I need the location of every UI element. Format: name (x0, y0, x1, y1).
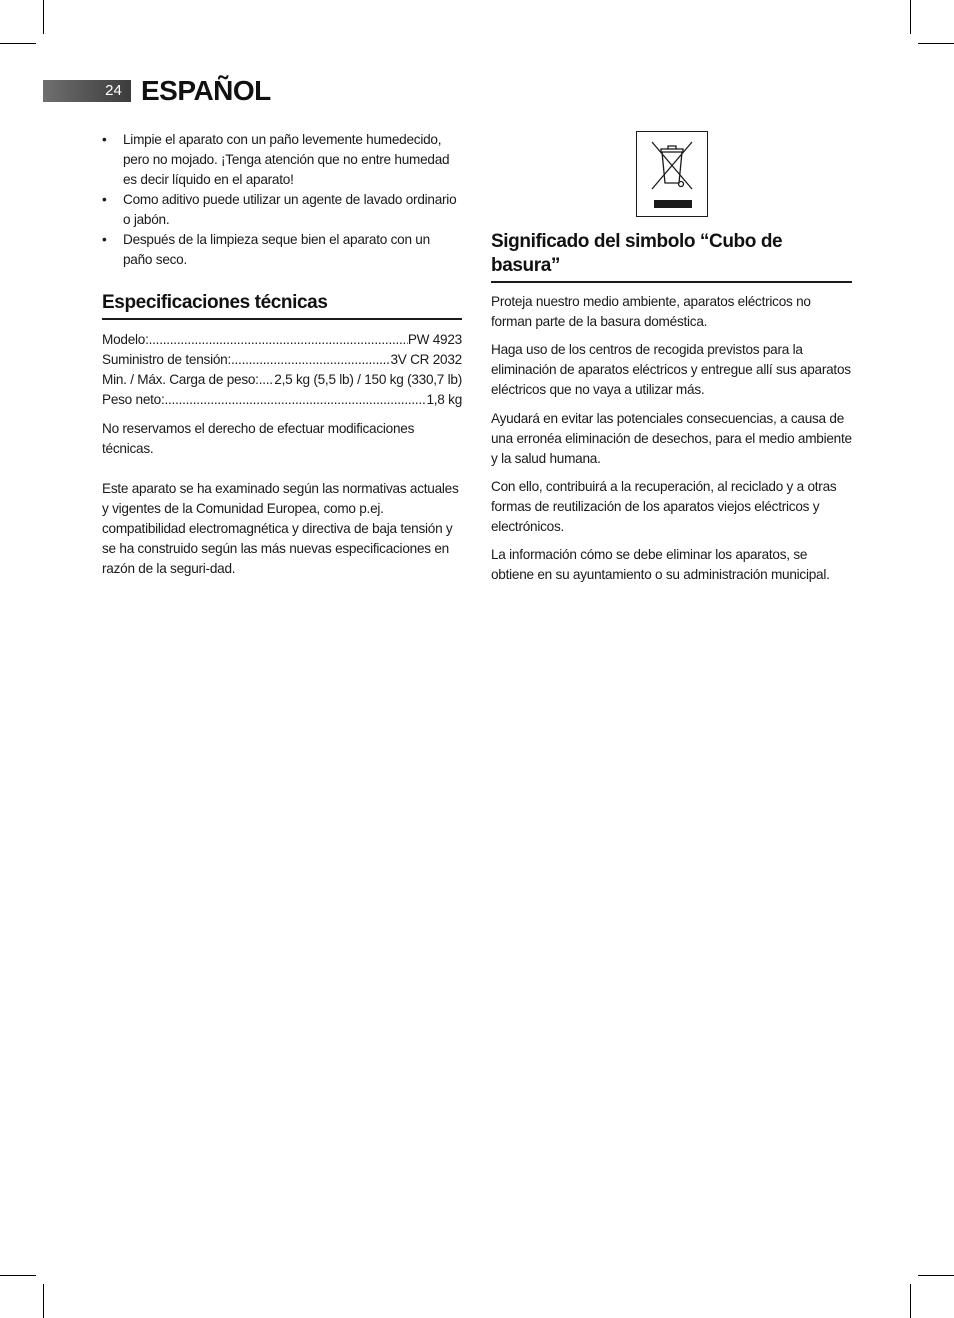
list-item (102, 130, 462, 190)
crop-mark (910, 1284, 911, 1318)
spec-row-model (102, 330, 462, 350)
crop-mark (43, 0, 44, 34)
paragraph: Con ello, contribuirá a la recuperación, al reciclado y a otras formas de reutilización de los aparatos viejos eléctricos y electrónicos. (491, 479, 837, 534)
crop-mark (918, 1275, 954, 1276)
crop-mark (918, 43, 954, 44)
spec-row-power (102, 350, 462, 370)
crossed-out-wheelie-bin-icon (636, 131, 708, 217)
leader-dots (149, 330, 408, 350)
paragraph: La información cómo se debe eliminar los aparatos, se obtiene en su ayuntamiento o su administración municipal. (491, 547, 830, 582)
bullet-symbol: • (102, 232, 107, 247)
bullet-symbol: • (102, 192, 107, 207)
spec-label: Suministro de tensión: (102, 352, 231, 367)
bullet-text: Limpie el aparato con un paño levemente humedecido, pero no mojado. ¡Tenga atención que no entre humedad es decir líquido en el aparato! (123, 132, 450, 187)
spec-label: Peso neto: (102, 392, 165, 407)
leader-dots (231, 350, 390, 370)
right-column (491, 230, 852, 585)
crop-mark (0, 1275, 36, 1276)
paragraph: Ayudará en evitar las potenciales consecuencias, a causa de una erronéa eliminación de desechos, para el medio ambiente y la salud humana. (491, 411, 852, 466)
spec-value: 2,5 kg (5,5 lb) / 150 kg (330,7 lb) (274, 372, 462, 387)
spec-value: PW 4923 (407, 332, 462, 347)
spec-label: Min. / Máx. Carga de peso: (102, 372, 259, 387)
crop-mark (43, 1284, 44, 1318)
spec-row-load (102, 370, 462, 390)
compliance-paragraph: Este aparato se ha examinado según las normativas actuales y vigentes de la Comunidad Europea, como p.ej. compatibilidad electromagnética y directiva de baja tensión y se ha construido según las más nuevas especificaciones en razón de la seguri-dad. (102, 481, 459, 576)
bullet-text: Después de la limpieza seque bien el aparato con un paño seco. (123, 232, 430, 267)
paragraph: Proteja nuestro medio ambiente, aparatos eléctricos no forman parte de la basura doméstica. (491, 294, 811, 329)
list-item (102, 190, 462, 230)
specs-table (102, 330, 462, 410)
left-column (102, 130, 462, 579)
technical-note: No reservamos el derecho de efectuar modificaciones técnicas. (102, 421, 415, 456)
leader-dots (259, 370, 275, 390)
page-number: 24 (105, 82, 122, 99)
paragraph: Haga uso de los centros de recogida previstos para la eliminación de aparatos eléctricos y entregue allí sus aparatos eléctricos que no vaya a utilizar más. (491, 342, 851, 397)
wheelie-bin-svg (637, 132, 707, 216)
bullet-text: Como aditivo puede utilizar un agente de lavado ordinario o jabón. (123, 192, 457, 227)
crop-mark (0, 43, 36, 44)
leader-dots (165, 390, 427, 410)
spec-label: Modelo: (102, 332, 149, 347)
bin-symbol-heading: Significado del simbolo “Cubo de basura” (491, 230, 852, 283)
spec-value: 3V CR 2032 (390, 352, 462, 367)
language-title: ESPAÑOL (141, 75, 271, 106)
list-item (102, 230, 462, 270)
spec-value: 1,8 kg (426, 392, 462, 407)
crop-mark (910, 0, 911, 34)
bullet-symbol: • (102, 132, 107, 147)
specs-heading: Especificaciones técnicas (102, 291, 462, 320)
cleaning-bullet-list (102, 130, 462, 270)
spec-row-weight (102, 390, 462, 410)
